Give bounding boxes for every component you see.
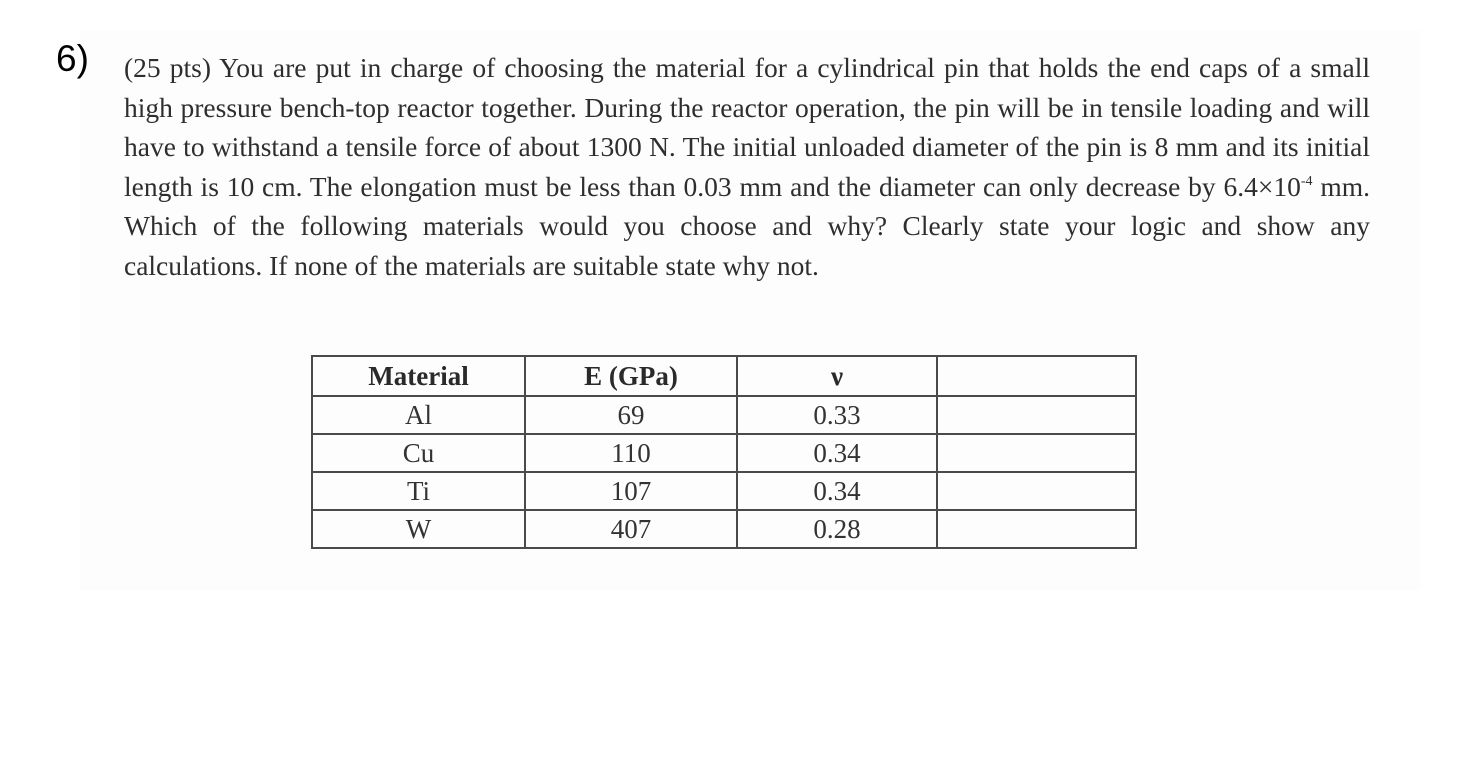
table-row	[312, 472, 1136, 510]
cell-empty	[937, 472, 1136, 510]
cell-empty	[937, 510, 1136, 548]
cell-elastic-modulus: 407	[525, 510, 737, 548]
cell-poisson-ratio: 0.34	[737, 472, 937, 510]
materials-table	[311, 355, 1137, 549]
cell-empty	[937, 396, 1136, 434]
header-material: Material	[312, 356, 525, 396]
cell-empty	[937, 434, 1136, 472]
cell-elastic-modulus: 69	[525, 396, 737, 434]
question-points: (25 pts)	[124, 52, 212, 83]
cell-poisson-ratio: 0.28	[737, 510, 937, 548]
cell-elastic-modulus: 107	[525, 472, 737, 510]
header-empty	[937, 356, 1136, 396]
cell-poisson-ratio: 0.34	[737, 434, 937, 472]
cell-material: Cu	[312, 434, 525, 472]
table-row	[312, 434, 1136, 472]
table-row	[312, 396, 1136, 434]
cell-material: Al	[312, 396, 525, 434]
question-body-continued: mm. Which of the following materials would you choose and why? Clearly state your logic and show any calculations. If none of the materials are suitable state why not.	[124, 170, 1371, 281]
table-row	[312, 510, 1136, 548]
cell-elastic-modulus: 110	[525, 434, 737, 472]
question-text	[124, 48, 1370, 285]
header-poisson-ratio: ν	[737, 356, 937, 396]
header-elastic-modulus: E (GPa)	[525, 356, 737, 396]
question-number: 6)	[56, 38, 89, 79]
cell-material: W	[312, 510, 525, 548]
cell-poisson-ratio: 0.33	[737, 396, 937, 434]
diameter-exponent: -4	[1300, 173, 1313, 189]
question-body: You are put in charge of choosing the material for a cylindrical pin that holds the end caps of a small high pressure bench-top reactor together. During the reactor operation, the pin will be in tensile loading and will have to withstand a tensile force of about 1300 N. The initial unloaded diameter of the pin is 8 mm and its initial length is 10 cm. The elongation must be less than 0.03 mm and the diameter can only decrease by 6.4×10	[124, 52, 1370, 202]
cell-material: Ti	[312, 472, 525, 510]
table-header-row	[312, 356, 1136, 396]
